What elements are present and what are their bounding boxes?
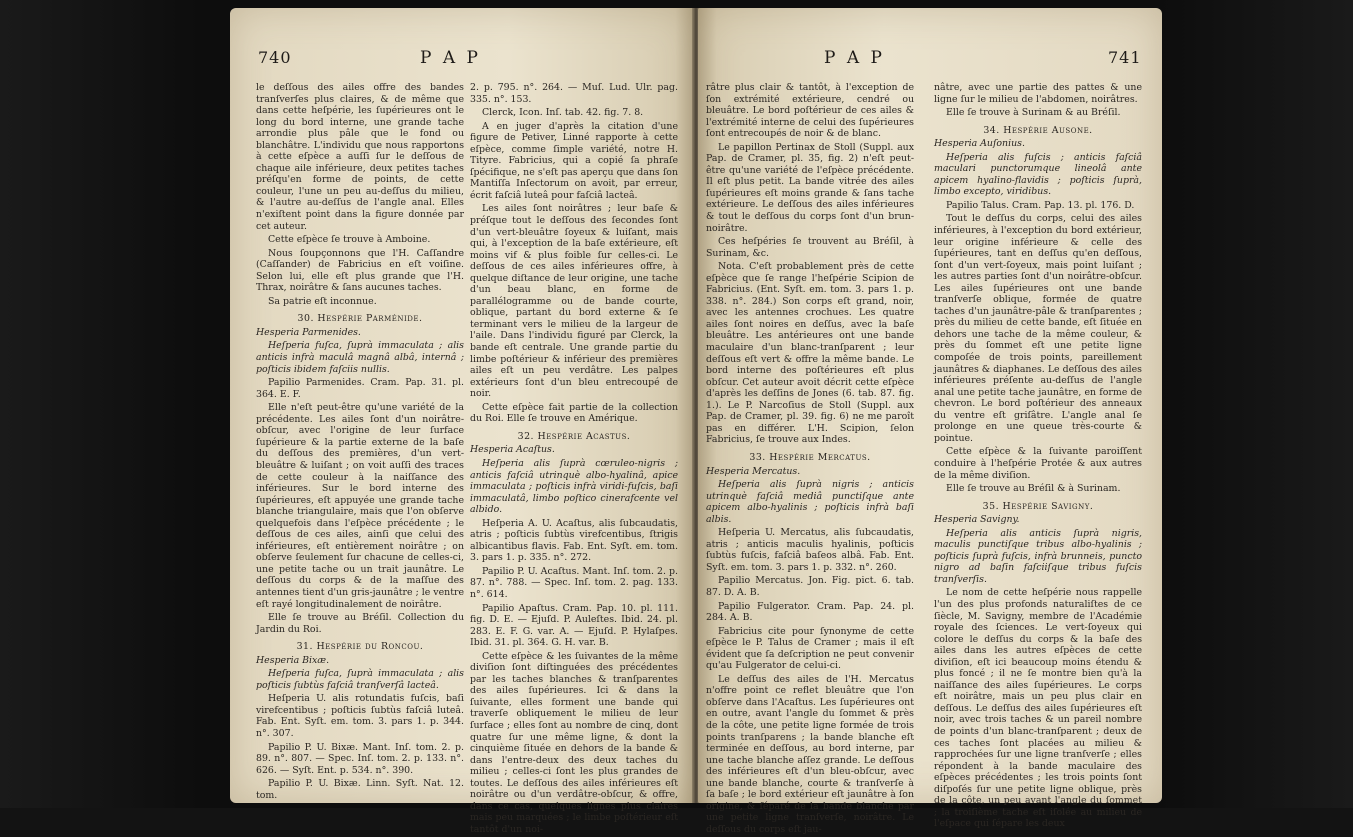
paragraph: Papilio Mercatus. Jon. Fig. pict. 6. tab. 87. D. A. B. bbox=[706, 575, 914, 598]
paragraph: Papilio P. U. Bixæ. Mant. Inſ. tom. 2. p. 89. n°. 807. — Spec. Inſ. tom. 2. p. 133. n°. 626. — Syſt. Ent. p. 534. n°. 390. bbox=[256, 741, 464, 776]
right-page bbox=[698, 8, 1162, 835]
section-heading: 35. Hespérie Savigny. bbox=[982, 500, 1094, 512]
paragraph: Papilio Apaſtus. Cram. Pap. 10. pl. 111. fig. D. E. — Ejuſd. P. Auleſtes. Ibid. 24. pl. 283. E. F. G. var. A. — Ejuſd. P. Hylaſpes. Ibid. 31. pl. 364. G. H. var. B. bbox=[470, 602, 678, 649]
left-column-2 bbox=[470, 82, 678, 837]
paragraph: Hesperia Savigny. bbox=[934, 514, 1020, 526]
paragraph: Heſperia A. U. Acaſtus, alis ſubcaudatis, atris ; poſticis ſubtùs virefcentibus, ſtrigis albicantibus flavis. Fab. Ent. Syſt. em. tom. 3. pars 1. p. 335. n°. 272. bbox=[470, 517, 678, 564]
section-heading: 34. Hespérie Auſone. bbox=[983, 124, 1093, 136]
paragraph: râtre plus clair & tantôt, à l'exception de ſon extrémité extérieure, cendré ou bleuâtre. Le bord poſtérieur de ces ailes & l'extrémité interne de celui des ſupérieures ſont entrecoupés de noir & de blanc. bbox=[706, 82, 914, 140]
paragraph: Fabricius cite pour ſynonyme de cette eſpèce le P. Talus de Cramer ; mais il eſt évident que ſa deſcription ne peut convenir qu'au Fulgerator de celui-ci. bbox=[706, 625, 914, 672]
section-heading: 30. Hespérie Parménide. bbox=[297, 313, 423, 325]
paragraph: Les ailes ſont noirâtres ; leur baſe & préſque tout le deſſous des ſecondes ſont d'un vert-bleuâtre ſoyeux & luiſant, mais qui, à l'exception de la baſe extérieure, eſt moins vif & plus foible ſur celles-ci. Le deſſous de ces ailes inférieures offre, à quelque diſtance de leur origine, une tache d'un beau blanc, en forme de parallélogramme ou de bande courte, oblique, partant du bord externe & ſe terminant vers le milieu de la largeur de l'aile. Dans l'individu figuré par Clerck, la bande eſt centrale. Une grande partie du limbe poſtérieur & inférieur des premières ailes eſt un peu verdâtre. Les palpes extérieurs ſont d'un bleu entrecoupé de noir. bbox=[470, 203, 678, 400]
paragraph: Tout le deſſus du corps, celui des ailes inférieures, à l'exception du bord extérieur, leur origine inférieure & celle des ſupérieures, tant en deſſus qu'en deſſous, ſont d'un vert-ſoyeux, mais point luiſant ; les autres parties ſont d'un noirâtre-obſcur. Les ailes ſupérieures ont une bande tranſverſe oblique, formée de quatre taches d'un jaunâtre-pâle & tranſparentes ; près du milieu de cette bande, eſt ſituée en dehors une tache de la même couleur, & près du ſommet eſt une petite ligne compoſée de trois points, pareillement jaunâtres & diaphanes. Le deſſous des ailes inférieures préſente au-deſſus de l'angle anal une petite tache jaunâtre, en forme de chevron. Le bord poſtérieur des anneaux du ventre eſt griſâtre. L'angle anal ſe prolonge en une queue très-courte & pointue. bbox=[934, 213, 1142, 444]
paragraph: Papilio Talus. Cram. Pap. 13. pl. 176. D. bbox=[946, 199, 1135, 211]
section-heading: 33. Hespérie Mercatus. bbox=[749, 451, 871, 463]
paragraph: Hesperia Acaſtus. bbox=[470, 444, 555, 456]
right-column-1 bbox=[706, 82, 914, 837]
paragraph: Sa patrie eſt inconnue. bbox=[268, 295, 377, 307]
paragraph: Papilio P. U. Acaſtus. Mant. Inſ. tom. 2. p. 87. n°. 788. — Spec. Inſ. tom. 2. pag. 133. n°. 614. bbox=[470, 565, 678, 600]
paragraph: Le deſſus des ailes de l'H. Mercatus n'offre point ce reflet bleuâtre que l'on obſerve dans l'Acaſtus. Les ſupérieures ont en outre, avant l'angle du ſommet & près de la côte, une petite ligne formée de trois points tranſparens ; la bande blanche eſt terminée en deſſous, au bord interne, par une tache blanche aſſez grande. Le deſſous des inférieures eſt d'un bleu-obſcur, avec une bande blanche, courte & tranſverſe à ſa baſe ; le bord extérieur eſt jaunâtre à ſon origine, & ſéparé de la bande blanche par une petite ligne tranſverſe, noirâtre. Le deſſous du corps eſt jau- bbox=[706, 673, 914, 835]
paragraph: Heſperia fuſca, ſuprà immaculata ; alis poſticis ſubtùs faſciâ tranſverſâ lacteâ. bbox=[256, 668, 464, 691]
running-head-right: P A P bbox=[824, 48, 885, 68]
paragraph: Heſperia alis ſuprà cœruleo-nigris ; anticis faſciâ utrinquè albo-hyalinâ, apice immaculata ; poſticis infrà viridi-fuſcis, baſi immaculatâ, limbo poſtico cinerafcente vel albido. bbox=[470, 457, 678, 516]
left-column-1 bbox=[256, 82, 464, 803]
paragraph: Elle n'eſt peut-être qu'une variété de la précédente. Les ailes ſont d'un noirâtre-obſcur, avec l'origine de leur ſurface ſupérieure & la partie externe de la baſe du deſſous des premières, d'un vert-bleuâtre & luiſant ; on voit auſſi des traces de cette couleur à la naiſſance des inférieures. Sur le bord interne des ſupérieures, eſt appuyée une grande tache blanche triangulaire, mais que l'on obſerve quelquefois dans l'eſpèce précédente ; le deſſous de ces ailes, ainſi que celui des inférieures, eſt entièrement noirâtre ; on obſerve ſeulement ſur chacune de celles-ci, une petite tache ou un trait jaunâtre. Le deſſous du corps & de la maſſue des antennes tient d'un gris-jaunâtre ; le ventre eſt rayé longitudinalement de noirâtre. bbox=[256, 402, 464, 610]
paragraph: A en juger d'après la citation d'une figure de Petiver, Linné rapporte à cette eſpèce, comme ſimple variété, notre H. Tityre. Fabricius, qui a copié ſa phraſe ſpécifique, ne s'eſt pas aperçu que dans ſon Mantiſſa Inſectorum on avoit, par erreur, écrit faſciâ luteâ pour faſciâ lacteâ. bbox=[470, 120, 678, 201]
paragraph: Heſperia U. alis rotundatis fuſcis, baſi virefcentibus ; poſticis ſubtùs faſciâ luteâ. Fab. Ent. Syſt. em. tom. 3. pars 1. p. 344. n°. 307. bbox=[256, 693, 464, 739]
paragraph: Elle ſe trouve à Surinam & au Bréſil. bbox=[946, 107, 1121, 119]
paragraph: Le papillon Pertinax de Stoll (Suppl. aux Pap. de Cramer, pl. 35, fig. 2) n'eſt peut-être qu'une variété de l'eſpèce précédente. Il eſt plus petit. La bande vitrée des ailes ſupérieures eſt moins grande & ſans tache extérieure. Le deſſous des ailes inférieures & tout le deſſous du corps ſont d'un brun-noirâtre. bbox=[706, 141, 914, 234]
paragraph: Heſperia alis anticis ſuprà nigris, maculis punctiſque tribus albo-hyalinis ; poſticis ſuprà fuſcis, infrà brunneis, puncto nigro ad baſin faſciiſque tribus fuſcis tranſverſis. bbox=[934, 527, 1142, 585]
paragraph: Hesperia Auſonius. bbox=[934, 138, 1025, 150]
paragraph: Heſperia alis ſuprà nigris ; anticis utrinquè faſciâ mediâ punctiſque ante apicem albo-hyalinis ; poſticis infrà baſi albis. bbox=[706, 479, 914, 525]
paragraph: Papilio Parmenides. Cram. Pap. 31. pl. 364. E. F. bbox=[256, 377, 464, 400]
paragraph: Cette eſpèce & les ſuivantes de la même diviſion ſont diſtinguées des précédentes par les taches blanches & tranſparentes des ailes ſupérieures. Ici & dans la ſuivante, elles forment une bande qui traverſe obliquement le milieu de leur ſurface ; elles ſont au nombre de cinq, dont quatre ſur une même ligne, & dont la cinquième ſituée en dehors de la bande & dans l'entre-deux des deux taches du milieu ; celles-ci ſont les plus grandes de toutes. Le deſſous des ailes inférieures eſt noirâtre ou d'un verdâtre-obſcur, & offre, dans ce cas, quelques lignes plus claires mais peu marquées ; le limbe poſtérieur eſt tantôt d'un noi- bbox=[470, 650, 678, 835]
left-page bbox=[230, 8, 694, 835]
page-number-left: 740 bbox=[258, 48, 292, 67]
paragraph: Cette eſpèce fait partie de la collection du Roi. Elle ſe trouve en Amérique. bbox=[470, 401, 678, 425]
paragraph: Nota. C'eſt probablement près de cette eſpèce que ſe range l'heſpérie Scipion de Fabricius. (Ent. Syſt. em. tom. 3. pars 1. p. 338. n°. 284.) Son corps eſt grand, noir, avec les antennes crochues. Les quatre ailes ſont noires en deſſus, avec la baſe bleuâtre. Les antérieures ont une bande maculaire d'un blanc-tranſparent ; leur deſſous eſt vert & offre la même bande. Le bord interne des poſtérieures eſt plus obſcur. Cet auteur avoit décrit cette eſpèce d'après les deſſins de Jones (6. tab. 87. fig. 1.). Le P. Narcoſius de Stoll (Suppl. aux Pap. de Cramer, pl. 39. fig. 6) ne me paroît pas en différer. L'H. Scipion, ſelon Fabricius, ſe trouve aux Indes. bbox=[706, 261, 914, 446]
section-heading: 31. Hespérie du Roncou. bbox=[296, 641, 424, 653]
paragraph: Hesperia Mercatus. bbox=[706, 465, 801, 477]
paragraph: Heſperia fuſca, ſuprà immaculata ; alis anticis infrà maculâ magnâ albâ, internâ ; poſticis ibidem faſciis nullis. bbox=[256, 340, 464, 375]
right-column-2 bbox=[934, 82, 1142, 832]
paragraph: nâtre, avec une partie des pattes & une ligne ſur le milieu de l'abdomen, noirâtres. bbox=[934, 82, 1142, 105]
paragraph: Le nom de cette heſpérie nous rappelle l'un des plus profonds naturaliſtes de ce ſiècle, M. Savigny, membre de l'Académie royale des ſciences. Le vert-ſoyeux qui colore le deſſus du corps & la baſe des ailes dans les autres eſpèces de cette diviſion, eſt ici beaucoup moins étendu & plus foncé ; il ne ſe montre bien qu'à la naiſſance des ailes ſupérieures. Le corps eſt noirâtre, mais un peu plus clair en deſſous. Le deſſus des ailes ſupérieures eſt noir, avec trois taches & un pareil nombre de points d'un blanc-tranſparent ; deux de ces taches ſont placées au milieu & rapprochées ſur une ligne tranſverſe ; elles répondent à la bande maculaire des eſpèces précédentes ; les trois points ſont diſpoſés ſur une petite ligne oblique, près de la côte, un peu avant l'angle du ſommet ; la troiſième tache eſt iſolée au milieu de l'eſpace qui ſépare les deux bbox=[934, 587, 1142, 830]
paragraph: Elle ſe trouve au Bréſil. Collection du Jardin du Roi. bbox=[256, 612, 464, 635]
paragraph: Clerck, Icon. Inſ. tab. 42. fig. 7. 8. bbox=[482, 107, 644, 119]
paragraph: Heſperia U. Mercatus, alis ſubcaudatis, atris ; anticis maculis hyalinis, poſticis ſubtùs fuſcis, faſciâ baſeos albâ. Fab. Ent. Syſt. em. tom. 3. pars 1. p. 332. n°. 260. bbox=[706, 527, 914, 573]
paragraph: Nous ſoupçonnons que l'H. Caſſandre (Caſſander) de Fabricius en eſt voiſine. Selon lui, elle eſt plus grande que l'H. Thrax, noirâtre & ſans aucunes taches. bbox=[256, 247, 464, 294]
section-heading: 32. Hespérie Acaſtus. bbox=[517, 430, 631, 442]
paragraph: Ces heſpéries ſe trouvent au Bréſil, à Surinam, &c. bbox=[706, 236, 914, 259]
paragraph: Hesperia Bixæ. bbox=[256, 654, 330, 666]
page-number-right: 741 bbox=[1108, 48, 1142, 67]
running-head-left: P A P bbox=[420, 48, 481, 68]
paragraph: le deſſous des ailes offre des bandes tranſverſes plus claires, & de même que dans cette heſpérie, les ſupérieures ont le long du bord interne, une grande tache arrondie plus pâle que le fond ou blanchâtre. L'individu que nous rapportons à cette eſpèce a auſſi ſur le deſſous de chaque aile inférieure, deux petites taches préſqu'en forme de points, de cette couleur, l'une un peu au-deſſus du milieu, & l'autre au-deſſus de l'angle anal. Elles n'exiſtent point dans la figure donnée par cet auteur. bbox=[256, 82, 464, 232]
paragraph: Cette eſpèce & la ſuivante paroiſſent conduire à l'heſpérie Protée & aux autres de la même diviſion. bbox=[934, 446, 1142, 481]
paragraph: Papilio Fulgerator. Cram. Pap. 24. pl. 284. A. B. bbox=[706, 600, 914, 624]
paragraph: Papilio P. U. Bixæ. Linn. Syſt. Nat. 12. tom. bbox=[256, 778, 464, 801]
paragraph: Elle ſe trouve au Bréſil & à Surinam. bbox=[946, 483, 1121, 495]
paragraph: Hesperia Parmenides. bbox=[256, 326, 361, 338]
paragraph: Heſperia alis fuſcis ; anticis faſciâ maculari punctorumque lineolâ ante apicem hyalino-flavidis ; poſticis ſuprà, limbo excepto, viridibus. bbox=[934, 151, 1142, 198]
paragraph: 2. p. 795. n°. 264. — Muſ. Lud. Ulr. pag. 335. n°. 153. bbox=[470, 82, 678, 105]
paragraph: Cette eſpèce ſe trouve à Amboine. bbox=[268, 234, 431, 246]
